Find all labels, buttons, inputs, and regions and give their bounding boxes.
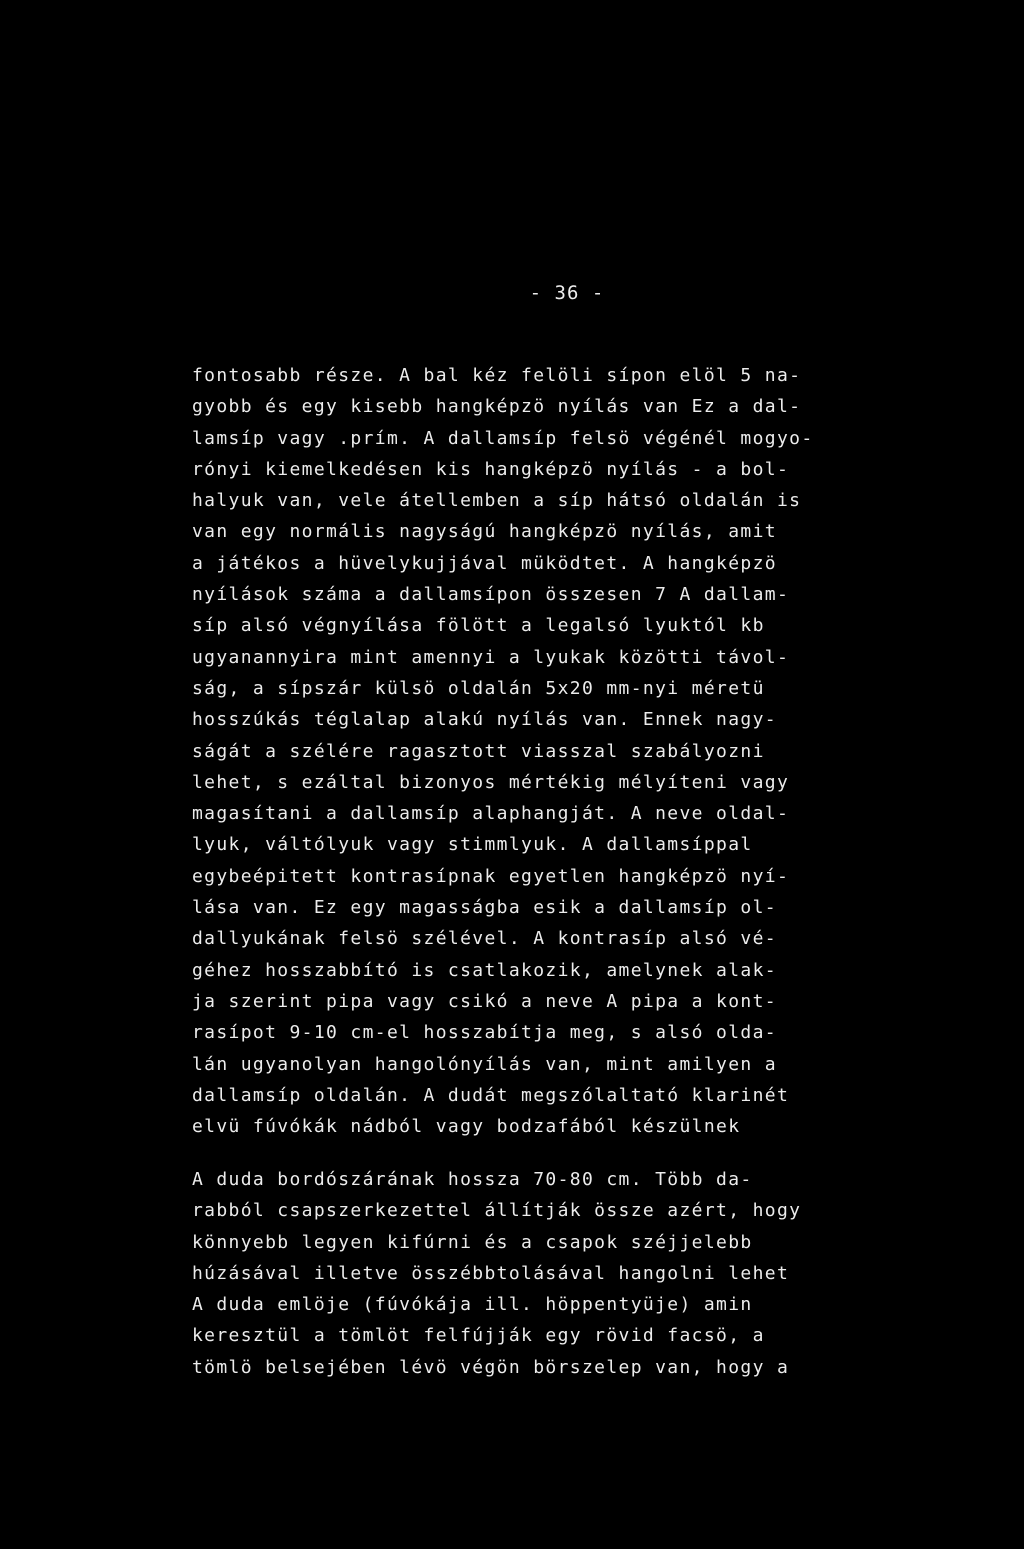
text-line: géhez hosszabbító is csatlakozik, amelynek alak-: [192, 959, 777, 981]
text-line: gyobb és egy kisebb hangképzö nyílás van Ez a dal-: [192, 396, 802, 418]
text-line: magasítani a dallamsíp alaphangját. A neve oldal-: [192, 803, 790, 825]
text-line: rónyi kiemelkedésen kis hangképzö nyílás - a bol-: [192, 458, 790, 480]
text-line: elvü fúvókák nádból vagy bodzafából készülnek: [192, 1116, 741, 1138]
text-line: ság, a sípszár külsö oldalán 5x20 mm-nyi méretü: [192, 677, 765, 699]
text-line: egybeépitett kontrasípnak egyetlen hangképzö nyí-: [192, 865, 790, 887]
text-line: ja szerint pipa vagy csikó a neve A pipa a kont-: [192, 990, 777, 1012]
text-line: ugyanannyira mint amennyi a lyukak közötti távol-: [192, 646, 790, 668]
text-line: fontosabb része. A bal kéz felöli sípon elöl 5 na-: [192, 365, 802, 386]
text-line: ságát a szélére ragasztott viasszal szabályozni: [192, 740, 765, 762]
text-line: halyuk van, vele átellemben a síp hátsó oldalán is: [192, 490, 802, 512]
paragraph-2: [192, 1164, 852, 1383]
text-line: keresztül a tömlöt felfújják egy rövid facsö, a: [192, 1325, 765, 1347]
text-line: A duda emlöje (fúvókája ill. höppentyüje) amin: [192, 1294, 753, 1316]
text-line: dallyukának felsö szélével. A kontrasíp alsó vé-: [192, 928, 777, 950]
text-line: van egy normális nagyságú hangképzö nyílás, amit: [192, 521, 777, 543]
text-line: dallamsíp oldalán. A dudát megszólaltató klarinét: [192, 1084, 790, 1106]
text-line: lán ugyanolyan hangolónyílás van, mint amilyen a: [192, 1053, 777, 1075]
text-line: nyílások száma a dallamsípon összesen 7 A dallam-: [192, 584, 790, 606]
text-line: lása van. Ez egy magasságba esik a dallamsíp ol-: [192, 897, 777, 919]
text-line: A duda bordószárának hossza 70-80 cm. Több da-: [192, 1169, 753, 1190]
text-line: síp alsó végnyílása fölött a legalsó lyuktól kb: [192, 615, 765, 637]
text-line: rabból csapszerkezettel állítják össze azért, hogy: [192, 1200, 802, 1222]
page-number: - 36 -: [529, 282, 605, 304]
paragraph-1: [192, 360, 852, 1142]
text-line: könnyebb legyen kifúrni és a csapok széjjelebb: [192, 1231, 753, 1253]
text-line: hosszúkás téglalap alakú nyílás van. Ennek nagy-: [192, 709, 777, 731]
text-line: tömlö belsejében lévö végön börszelep van, hogy a: [192, 1356, 790, 1378]
text-line: húzásával illetve összébbtolásával hangolni lehet: [192, 1262, 790, 1284]
text-line: a játékos a hüvelykujjával müködtet. A hangképzö: [192, 552, 777, 574]
text-line: lyuk, váltólyuk vagy stimmlyuk. A dallamsíppal: [192, 834, 753, 856]
text-line: lehet, s ezáltal bizonyos mértékig mélyíteni vagy: [192, 771, 790, 793]
text-line: rasípot 9-10 cm-el hosszabítja meg, s alsó olda-: [192, 1022, 777, 1044]
text-line: lamsíp vagy .prím. A dallamsíp felsö végénél mogyo-: [192, 427, 814, 449]
